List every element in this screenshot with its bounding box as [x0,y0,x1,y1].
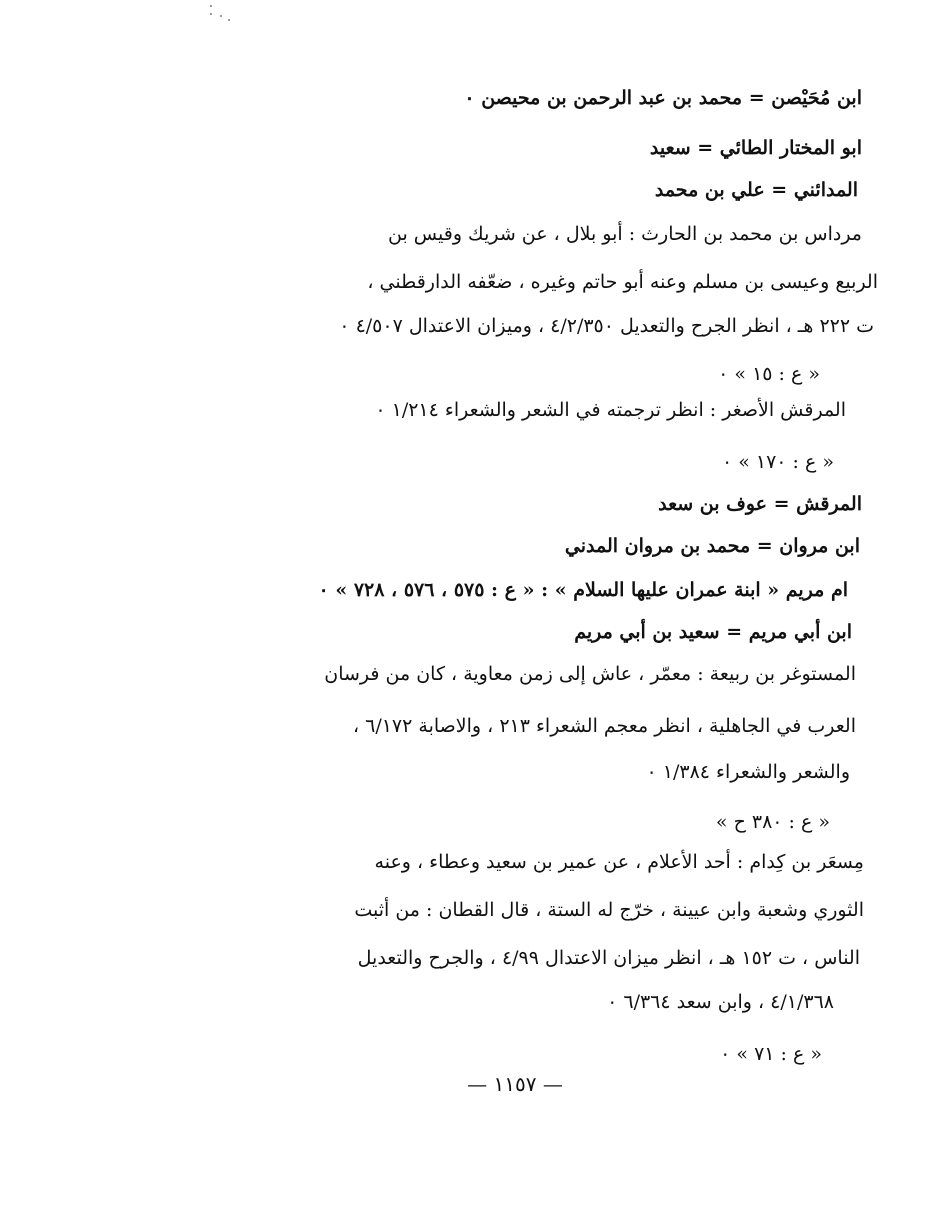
entry-line: ابو المختار الطائي = سعيد [649,137,862,159]
entry-line: ٤/١/٣٦٨ ، وابن سعد ٦/٣٦٤ ٠ [607,991,834,1013]
page-number: — ١١٥٧ — [467,1072,563,1096]
entry-line: ابن أبي مريم = سعيد بن أبي مريم [574,621,852,643]
entry-line: ابن مُحَيْصن = محمد بن عبد الرحمن بن محيصن ٠ [464,87,862,109]
entry-line: والشعر والشعراء ١/٣٨٤ ٠ [646,761,850,783]
entry-line: ام مريم « ابنة عمران عليها السلام » : « ع : ٥٧٥ ، ٥٧٦ ، ٧٢٨ » ٠ [318,579,848,601]
entry-line: مرداس بن محمد بن الحارث : أبو بلال ، عن شريك وقيس بن [388,223,862,245]
entry-line: « ع : ٣٨٠ ح » [715,811,830,833]
entry-line: الناس ، ت ١٥٢ هـ ، انظر ميزان الاعتدال ٤/٩٩ ، والجرح والتعديل [357,947,860,969]
entry-line: المرقش الأصغر : انظر ترجمته في الشعر والشعراء ١/٢١٤ ٠ [375,399,846,421]
scan-specks [205,2,235,24]
entry-line: المدائني = علي بن محمد [654,179,858,201]
entry-line: المرقش = عوف بن سعد [658,493,862,515]
entry-line: العرب في الجاهلية ، انظر معجم الشعراء ٢١٣ ، والاصابة ٦/١٧٢ ، [352,715,856,737]
entry-line: ابن مروان = محمد بن مروان المدني [564,535,860,557]
entry-line: الثوري وشعبة وابن عيينة ، خرّج له الستة ، قال القطان : من أثبت [354,899,864,921]
entry-line: « ع : ٧١ » ٠ [720,1043,822,1065]
entry-line: المستوغر بن ربيعة : معمّر ، عاش إلى زمن معاوية ، كان من فرسان [324,663,856,685]
entry-line: « ع : ١٥ » ٠ [718,363,820,385]
entry-line: ت ٢٢٢ هـ ، انظر الجرح والتعديل ٤/٢/٣٥٠ ، وميزان الاعتدال ٤/٥٠٧ ٠ [339,315,874,337]
entry-line: الربيع وعيسى بن مسلم وعنه أبو حاتم وغيره ، ضعّفه الدارقطني ، [367,271,878,293]
entry-line: مِسعَر بن كِدام : أحد الأعلام ، عن عمير بن سعيد وعطاء ، وعنه [374,851,864,873]
entry-line: « ع : ١٧٠ » ٠ [721,451,834,473]
